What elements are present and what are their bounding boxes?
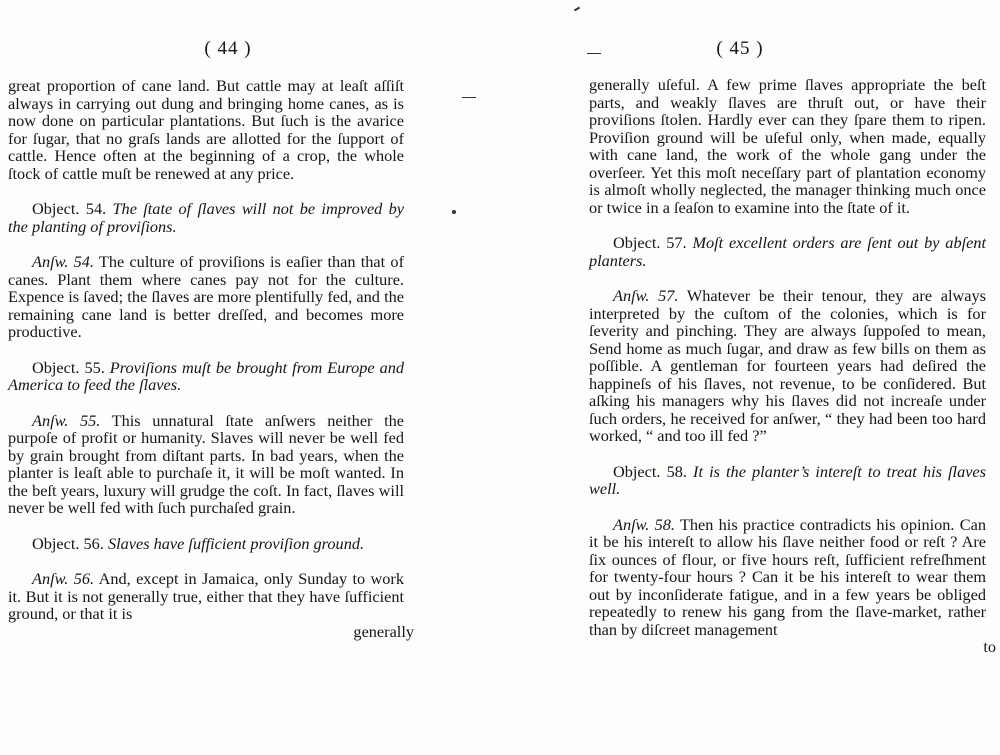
answer-text: This unnatural ſtate anſwers neither the purpoſe of profit or humanity. Slaves will never be well fed by grain brought from diſtant parts. In bad years, when the planter is leaſt able to purchaſe it, it will be moſt wanted. In the beſt years, luxury will grudge the coſt. In fact, ſlaves will never be well fed with ſuch purchaſed grain. <box>8 410 404 517</box>
answer-56 <box>8 570 404 623</box>
objection-label: Object. 56. <box>32 533 104 553</box>
objection-text: Proviſions muſt be brought from Europe and America to feed the ſlaves. <box>8 357 405 394</box>
page-number-right: ( 45 ) <box>716 38 764 59</box>
objection-text: It is the planter’s intereſt to treat his ſlaves well. <box>589 461 986 498</box>
objection-label: Object. 58. <box>613 461 687 481</box>
answer-text: Whatever be their tenour, they are always interpreted by the cuſtom of the colonies, which is for ſeverity and pinching. They are always ſuppoſed to mean, Send home as much ſugar, and draw as few bills on them as poſſible. A gentleman for fourteen years had deſired the happineſs of his ſlaves, not revenue, to be conſidered. But aſking his managers why his ſlaves did not increaſe under ſuch orders, he received for anſwer, “ they had been too hard worked, “ and too ill fed ?” <box>589 286 986 445</box>
answer-text: The culture of proviſions is eaſier than that of canes. Plant them where canes pay not for the culture. Expence is ſaved; the ſlaves are more plentifully fed, and the remaining cane land is better dreſſed, and becomes more productive. <box>8 252 404 341</box>
left-page-text <box>8 76 414 641</box>
answer-label: Anſw. 57. <box>613 286 679 305</box>
objection-text: The ſtate of ſlaves will not be improved by the planting of proviſions. <box>8 199 405 236</box>
objection-54 <box>8 200 404 235</box>
objection-label: Object. 55. <box>32 357 105 377</box>
ink-speck <box>587 53 601 54</box>
answer-58 <box>589 516 986 639</box>
answer-57 <box>589 287 986 445</box>
answer-text: And, except in Jamaica, only Sunday to work it. But it is not generally true, either that they have ſufficient ground, or that it is <box>8 569 404 623</box>
objection-label: Object. 57. <box>613 233 687 252</box>
answer-text: Then his practice contradicts his opinion. Can it be his intereſt to allow his ſlave neither food or reſt ? Are ſix ounces of flour, or five hours reſt, ſufficient refreſhment for twenty-four hours ? Can it be his intereſt to wear them out by inconſiderate fatigue, and in a few years be obliged repeatedly to renew his gang from the ſlave-market, rather than by diſcreet management <box>589 514 986 639</box>
objection-text: Slaves have ſufficient proviſion ground. <box>107 533 365 553</box>
objection-label: Object. 54. <box>32 199 107 218</box>
answer-label: Anſw. 55. <box>32 410 101 430</box>
intro-paragraph: great proportion of cane land. But cattle may at leaſt aſſiſt always in carrying out dung and bringing home canes, as is now done on particular plantations. But ſuch is the avarice for ſugar, that no graſs lands are allotted for the ſupport of cattle. Hence often at the beginning of a crop, the whole ſtock of cattle muſt be renewed at any price. <box>8 76 404 183</box>
ink-speck <box>452 210 456 214</box>
objection-text: Moſt excellent orders are ſent out by abſent planters. <box>589 233 986 270</box>
objection-57 <box>589 234 986 269</box>
right-page <box>500 0 1000 755</box>
catchword-right: to <box>983 637 996 656</box>
objection-56 <box>8 535 404 553</box>
answer-label: Anſw. 58. <box>613 514 675 534</box>
answer-label: Anſw. 54. <box>32 252 94 271</box>
objection-58 <box>589 463 986 498</box>
right-page-text <box>589 75 996 656</box>
intro-paragraph: generally uſeful. A few prime ſlaves appropriate the beſt parts, and weakly ſlaves are thruſt out, or have their proviſions ſtolen. Hardly ever can they ſpare them to ripen. Proviſion ground will be uſeful only, when made, equally with cane land, the work of the whole gang under the overſeer. Yet this moſt neceſſary part of plantation economy is almoſt wholly neglected, the manager thinking much once or twice in a ſeaſon to examine into the ſtate of it. <box>589 75 986 217</box>
answer-55 <box>8 412 404 517</box>
answer-54 <box>8 253 404 341</box>
ink-speck <box>574 7 580 12</box>
page-number-left: ( 44 ) <box>204 38 252 59</box>
answer-label: Anſw. 56. <box>32 569 95 588</box>
objection-55 <box>8 359 404 394</box>
ink-speck <box>462 97 476 98</box>
catchword-left: generally <box>353 621 414 641</box>
